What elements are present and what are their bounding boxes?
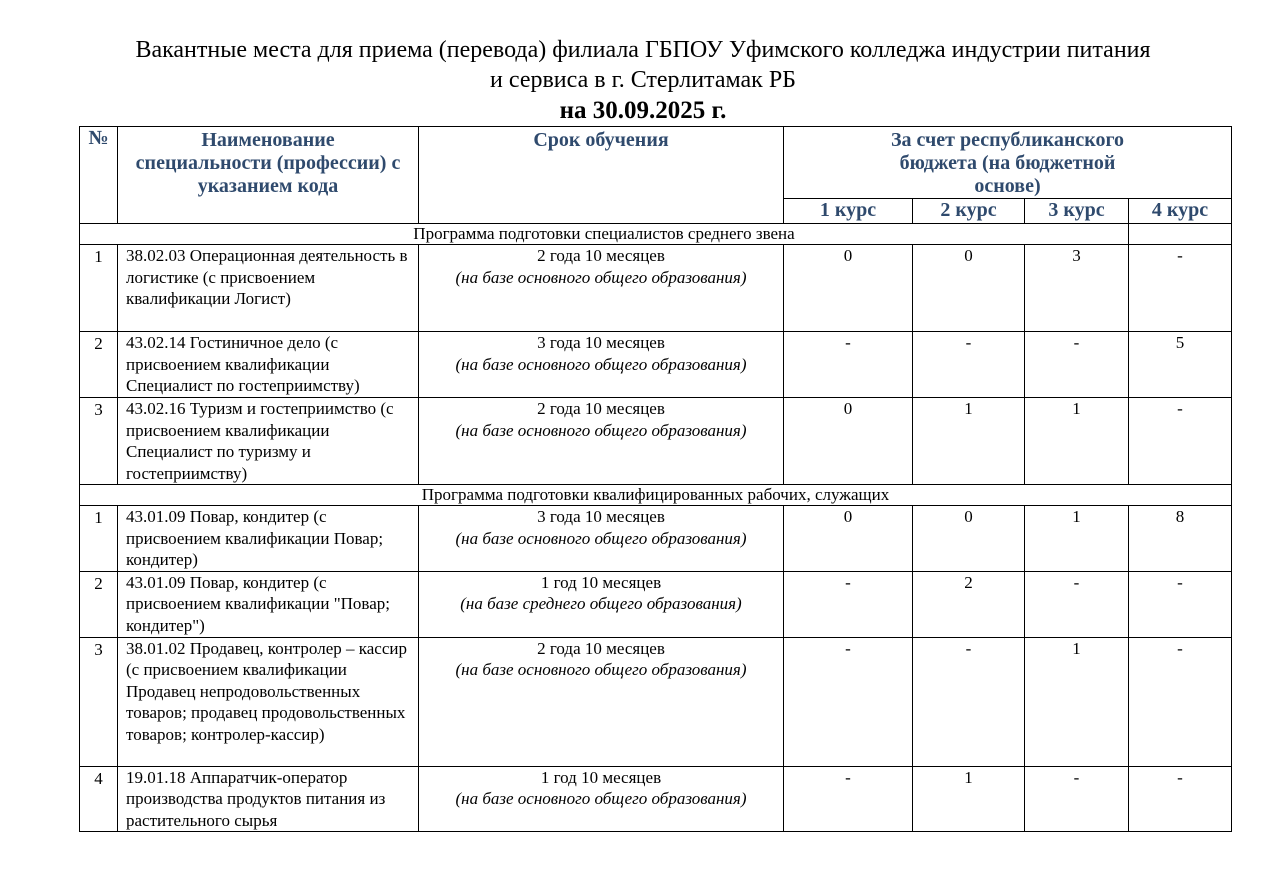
document-title-line-2: и сервиса в г. Стерлитамак РБ	[490, 67, 796, 93]
row-number: 2	[80, 571, 118, 637]
course-1-vacancies: -	[784, 766, 913, 832]
specialty-name: 38.01.02 Продавец, контролер – кассир (с присвоением квалификации Продавец непродовольственных товаров; продавец продовольственных товаров; контролер-кассир)	[118, 637, 419, 766]
course-3-vacancies: 1	[1025, 506, 1129, 572]
table-row	[80, 245, 1232, 332]
table-row	[80, 332, 1232, 398]
header-course-4: 4 курс	[1129, 199, 1232, 224]
document-title-line-1: Вакантные места для приема (перевода) филиала ГБПОУ Уфимского колледжа индустрии питания	[135, 37, 1151, 63]
course-3-vacancies: -	[1025, 571, 1129, 637]
specialty-name: 43.02.14 Гостиничное дело (с присвоением квалификации Специалист по гостеприимству)	[118, 332, 419, 398]
course-1-vacancies: -	[784, 637, 913, 766]
section-empty-cell	[1129, 224, 1232, 245]
table-row	[80, 506, 1232, 572]
course-2-vacancies: 0	[913, 506, 1025, 572]
course-3-vacancies: 1	[1025, 637, 1129, 766]
specialty-name: 19.01.18 Аппаратчик-оператор производства продуктов питания из растительного сырья	[118, 766, 419, 832]
course-4-vacancies: -	[1129, 245, 1232, 332]
row-number: 4	[80, 766, 118, 832]
specialty-name: 38.02.03 Операционная деятельность в логистике (с присвоением квалификации Логист)	[118, 245, 419, 332]
row-number: 1	[80, 245, 118, 332]
study-duration: 3 года 10 месяцев	[537, 507, 665, 526]
study-duration-cell	[419, 332, 784, 398]
course-4-vacancies: -	[1129, 766, 1232, 832]
section-title: Программа подготовки специалистов среднего звена	[80, 224, 1129, 245]
document-date: на 30.09.2025 г.	[559, 97, 727, 124]
header-num: №	[80, 127, 118, 224]
course-2-vacancies: 0	[913, 245, 1025, 332]
course-1-vacancies: 0	[784, 245, 913, 332]
study-duration: 2 года 10 месяцев	[537, 399, 665, 418]
education-basis: (на базе основного общего образования)	[455, 267, 747, 287]
education-basis: (на базе основного общего образования)	[455, 354, 747, 374]
vacancies-table	[79, 126, 1232, 832]
study-duration: 3 года 10 месяцев	[537, 333, 665, 352]
specialty-name: 43.02.16 Туризм и гостеприимство (с присвоением квалификации Специалист по туризму и гостеприимству)	[118, 398, 419, 485]
study-duration: 2 года 10 месяцев	[537, 638, 665, 658]
course-4-vacancies: 8	[1129, 506, 1232, 572]
education-basis: (на базе основного общего образования)	[455, 789, 747, 808]
section-row	[80, 224, 1232, 245]
specialty-name: 43.01.09 Повар, кондитер (с присвоением квалификации "Повар; кондитер")	[118, 571, 419, 637]
specialty-name: 43.01.09 Повар, кондитер (с присвоением квалификации Повар; кондитер)	[118, 506, 419, 572]
education-basis: (на базе основного общего образования)	[455, 528, 747, 548]
study-duration: 1 год 10 месяцев	[540, 767, 662, 787]
study-duration: 2 года 10 месяцев	[537, 246, 665, 265]
study-duration-cell	[419, 245, 784, 332]
education-basis: (на базе среднего общего образования)	[460, 594, 742, 613]
course-1-vacancies: 0	[784, 398, 913, 485]
row-number: 2	[80, 332, 118, 398]
course-2-vacancies: 1	[913, 398, 1025, 485]
study-duration-cell	[419, 571, 784, 637]
course-3-vacancies: -	[1025, 766, 1129, 832]
table-row	[80, 571, 1232, 637]
course-1-vacancies: 0	[784, 506, 913, 572]
course-3-vacancies: -	[1025, 332, 1129, 398]
course-1-vacancies: -	[784, 332, 913, 398]
study-duration-cell	[419, 398, 784, 485]
header-duration: Срок обучения	[419, 127, 784, 224]
course-2-vacancies: -	[913, 637, 1025, 766]
course-2-vacancies: 1	[913, 766, 1025, 832]
header-course-2: 2 курс	[913, 199, 1025, 224]
header-course-1: 1 курс	[784, 199, 913, 224]
table-row	[80, 398, 1232, 485]
course-4-vacancies: -	[1129, 398, 1232, 485]
course-3-vacancies: 3	[1025, 245, 1129, 332]
education-basis: (на базе основного общего образования)	[455, 660, 747, 679]
header-budget: За счет республиканского бюджета (на бюджетной основе)	[784, 127, 1232, 199]
table-row	[80, 766, 1232, 832]
study-duration-cell	[419, 766, 784, 832]
study-duration-cell	[419, 637, 784, 766]
course-3-vacancies: 1	[1025, 398, 1129, 485]
row-number: 1	[80, 506, 118, 572]
row-number: 3	[80, 637, 118, 766]
study-duration: 1 год 10 месяцев	[540, 572, 662, 592]
table-row	[80, 637, 1232, 766]
study-duration-cell	[419, 506, 784, 572]
course-2-vacancies: 2	[913, 571, 1025, 637]
header-name: Наименование специальности (профессии) с указанием кода	[118, 127, 419, 224]
course-1-vacancies: -	[784, 571, 913, 637]
course-4-vacancies: -	[1129, 571, 1232, 637]
section-row	[80, 485, 1232, 506]
header-course-3: 3 курс	[1025, 199, 1129, 224]
course-4-vacancies: 5	[1129, 332, 1232, 398]
course-2-vacancies: -	[913, 332, 1025, 398]
education-basis: (на базе основного общего образования)	[455, 420, 747, 440]
course-4-vacancies: -	[1129, 637, 1232, 766]
section-title: Программа подготовки квалифицированных рабочих, служащих	[80, 485, 1232, 506]
row-number: 3	[80, 398, 118, 485]
